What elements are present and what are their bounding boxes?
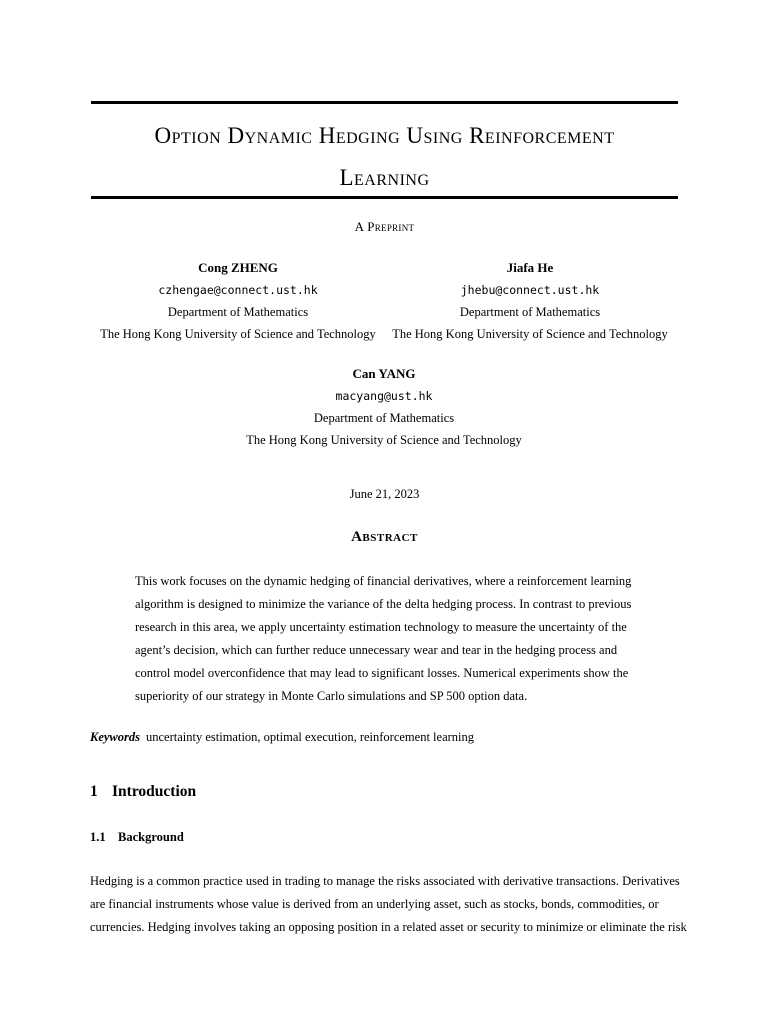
author-block [90, 257, 386, 345]
abstract-line: research in this area, we apply uncertainty estimation technology to measure the uncertainty of the [135, 620, 627, 634]
author-block [184, 363, 584, 451]
body-paragraph [90, 870, 687, 939]
paper-title-line-1: Option Dynamic Hedging Using Reinforcement [154, 123, 615, 148]
abstract-line: This work focuses on the dynamic hedging of financial derivatives, where a reinforcement learning [135, 574, 632, 588]
author-name: Can YANG [352, 366, 416, 381]
section-heading [90, 783, 196, 801]
subsection-heading [90, 830, 184, 845]
author-email: jhebu@connect.ust.hk [460, 283, 600, 297]
author-block [382, 257, 678, 345]
author-department: Department of Mathematics [459, 305, 601, 319]
preprint-label: A Preprint [354, 219, 415, 234]
keywords [90, 730, 678, 745]
abstract-heading: Abstract [351, 529, 418, 545]
abstract-body [135, 570, 633, 708]
author-email: macyang@ust.hk [335, 389, 433, 403]
keywords-label: Keywords [90, 730, 140, 744]
title-top-rule [91, 101, 678, 104]
body-line: currencies. Hedging involves taking an opposing position in a related asset or security to minimize or eliminate the risk [90, 920, 687, 934]
publication-date: June 21, 2023 [349, 487, 420, 501]
subsection-title: Background [118, 830, 184, 844]
author-department: Department of Mathematics [313, 411, 455, 425]
section-number: 1 [90, 783, 98, 800]
author-institution: The Hong Kong University of Science and Technology [246, 433, 522, 447]
author-name: Cong ZHENG [198, 260, 278, 275]
body-line: Hedging is a common practice used in trading to manage the risks associated with derivative transactions. Derivatives [90, 874, 680, 888]
author-department: Department of Mathematics [167, 305, 309, 319]
subsection-number: 1.1 [90, 830, 106, 844]
title-bottom-rule [91, 196, 678, 199]
author-email: czhengae@connect.ust.hk [158, 283, 318, 297]
paper-title-line-2: Learning [339, 165, 430, 190]
abstract-line: control model overconfidence that may lead to significant losses. Numerical experiments show the [135, 666, 629, 680]
author-name: Jiafa He [506, 260, 554, 275]
author-institution: The Hong Kong University of Science and Technology [392, 327, 668, 341]
abstract-line: agent’s decision, which can further reduce unnecessary wear and tear in the hedging process and [135, 643, 618, 657]
section-title: Introduction [112, 783, 197, 800]
author-institution: The Hong Kong University of Science and Technology [100, 327, 376, 341]
abstract-line: algorithm is designed to minimize the variance of the delta hedging process. In contrast to previous [135, 597, 632, 611]
keywords-text: uncertainty estimation, optimal execution, reinforcement learning [146, 730, 475, 744]
abstract-line: superiority of our strategy in Monte Carlo simulations and SP 500 option data. [135, 689, 528, 703]
body-line: are financial instruments whose value is derived from an underlying asset, such as stocks, bonds, commodities, or [90, 897, 659, 911]
